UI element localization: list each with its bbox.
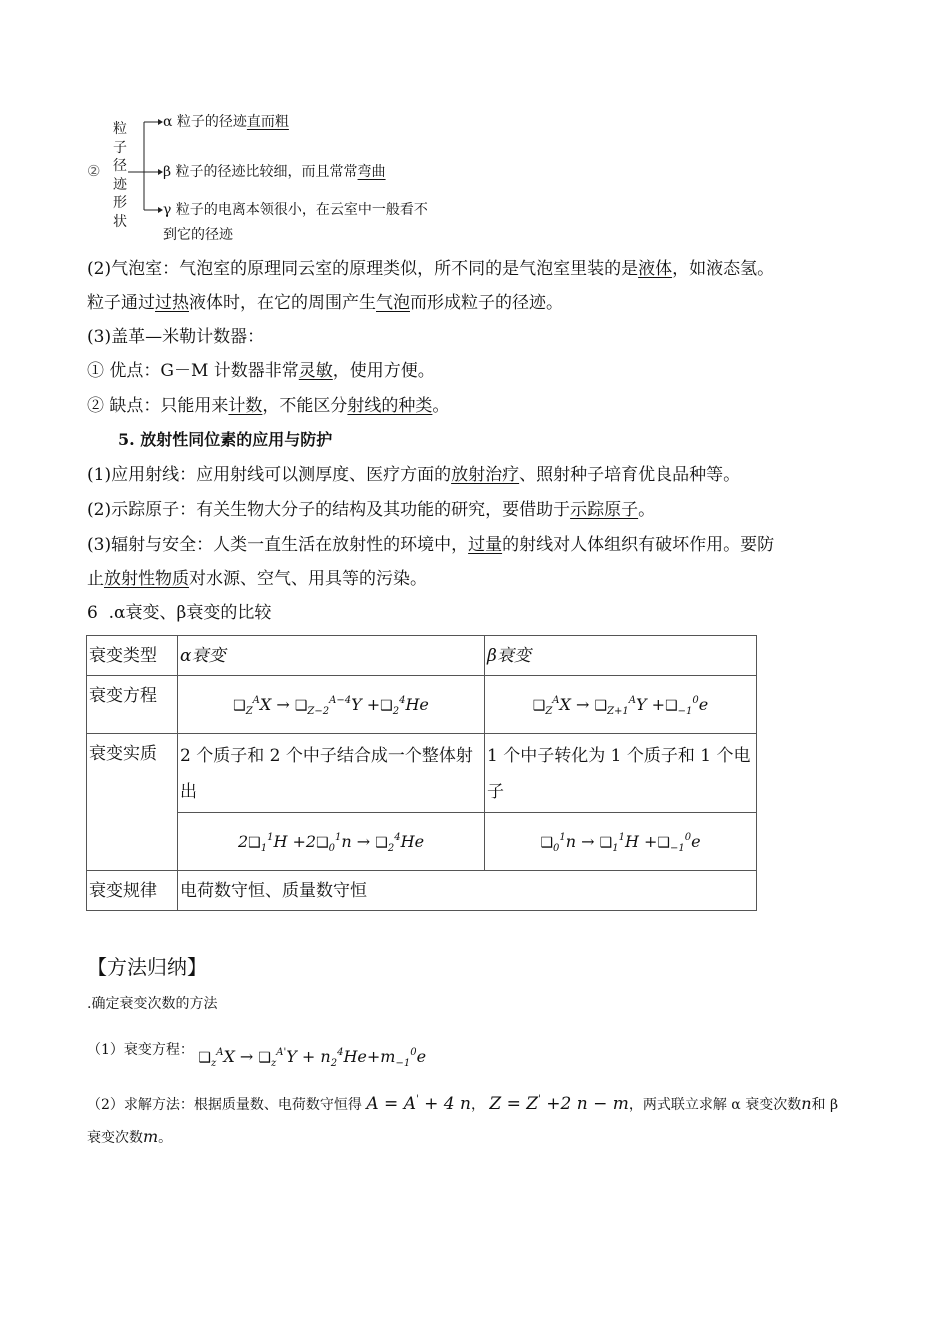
general-decay-equation: $❑_z^AX$ → $❑_z^{A'}Y + n_2^4He+m_{-1}^0e$: [198, 1047, 427, 1069]
table-cell-alpha: 2 个质子和 2 个中子结合成一个整体射出: [178, 734, 485, 813]
bubble-chamber-line2: 粒子通过过热液体时，在它的周围产生气泡而形成粒子的径迹。: [87, 293, 563, 313]
vertical-char: 形: [113, 195, 127, 211]
table-row: [87, 636, 757, 676]
table-row: [87, 813, 757, 871]
section5-heading: 5. 放射性同位素的应用与防护: [118, 430, 333, 449]
table-row: [87, 871, 757, 911]
bracket-arrows: [128, 112, 164, 216]
section5-p1: (1)应用射线：应用射线可以测厚度、医疗方面的放射治疗、照射种子培育优良品种等。: [87, 465, 741, 485]
beta-essence-equation: $❑_0^1n$ → $❑_1^1H$ $+❑_{-1}^0e$: [485, 813, 757, 871]
table-cell-rule: 电荷数守恒、质量数守恒: [178, 871, 757, 911]
vertical-char: 子: [113, 139, 127, 156]
section5-p2: (2)示踪原子：有关生物大分子的结构及其功能的研究，要借助于示踪原子。: [87, 500, 656, 520]
method-p2: （2）求解方法：根据质量数、电荷数守恒得 A = A' + 4 n， Z = Z' +2 n − m，两式联立求解 α 衰变次数n和 β: [87, 1094, 839, 1114]
table-cell-label: 衰变实质: [87, 734, 178, 871]
section5-p3: (3)辐射与安全：人类一直生活在放射性的环境中，过量的射线对人体组织有破坏作用。要防: [87, 535, 775, 555]
method-heading: 【方法归纳】: [87, 955, 207, 979]
charge-number-equation: Z = Z' +2 n − m: [489, 1094, 629, 1114]
table-cell-label: 衰变规律: [87, 871, 178, 911]
table-row: [87, 676, 757, 734]
method-subheading: .确定衰变次数的方法: [87, 996, 218, 1012]
gm-title: (3)盖革—米勒计数器：: [87, 327, 265, 347]
table-cell-beta: β衰变: [485, 636, 757, 676]
vertical-char: 粒: [113, 121, 127, 137]
gamma-track: γ 粒子的电离本领很小，在云室中一般看不: [163, 202, 428, 218]
beta-decay-equation: $❑_Z^AX$ → $❑_{Z+1}^AY$ $+❑_{-1}^0e$: [485, 676, 757, 734]
vertical-char: 径: [113, 158, 127, 174]
table-cell-label: 衰变类型: [87, 636, 178, 676]
beta-track: β 粒子的径迹比较细，而且常常弯曲: [163, 164, 386, 180]
alpha-essence-equation: $2❑_1^1H$ $+2❑_0^1n$ → $❑_2^4He$: [178, 813, 485, 871]
table-row: [87, 734, 757, 813]
gamma-track-cont: 到它的径迹: [163, 227, 233, 243]
vertical-label: [112, 120, 128, 231]
method-p2-cont: 衰变次数m。: [87, 1127, 173, 1146]
table-cell-beta: 1 个中子转化为 1 个质子和 1 个电子: [485, 734, 757, 813]
section6-heading: 6 .α衰变、β衰变的比较: [87, 603, 272, 623]
decay-comparison-table: [86, 635, 757, 911]
vertical-char: 状: [113, 213, 127, 230]
circle-number: ②: [87, 162, 101, 180]
alpha-decay-equation: $❑_Z^AX$ → $❑_{Z-2}^{A-4}Y$ $+❑_2^4He$: [178, 676, 485, 734]
method-p1: （1）衰变方程： $❑_z^AX$ → $❑_z^{A'}Y + n_2^4He+m_{-1}^0e$: [87, 1042, 427, 1069]
vertical-char: 迹: [113, 176, 127, 193]
alpha-track: α 粒子的径迹直而粗: [163, 114, 289, 130]
mass-number-equation: A = A' + 4 n: [366, 1094, 471, 1114]
table-cell-label: 衰变方程: [87, 676, 178, 734]
gm-advantage: ① 优点：G－M 计数器非常灵敏，使用方便。: [87, 361, 435, 381]
section5-p3-cont: 止放射性物质对水源、空气、用具等的污染。: [87, 569, 427, 589]
table-cell-alpha: α衰变: [178, 636, 485, 676]
bubble-chamber-line1: (2)气泡室：气泡室的原理同云室的原理类似，所不同的是气泡室里装的是液体，如液态氢。: [87, 259, 775, 279]
gm-disadvantage: ② 缺点：只能用来计数，不能区分射线的种类。: [87, 396, 450, 416]
